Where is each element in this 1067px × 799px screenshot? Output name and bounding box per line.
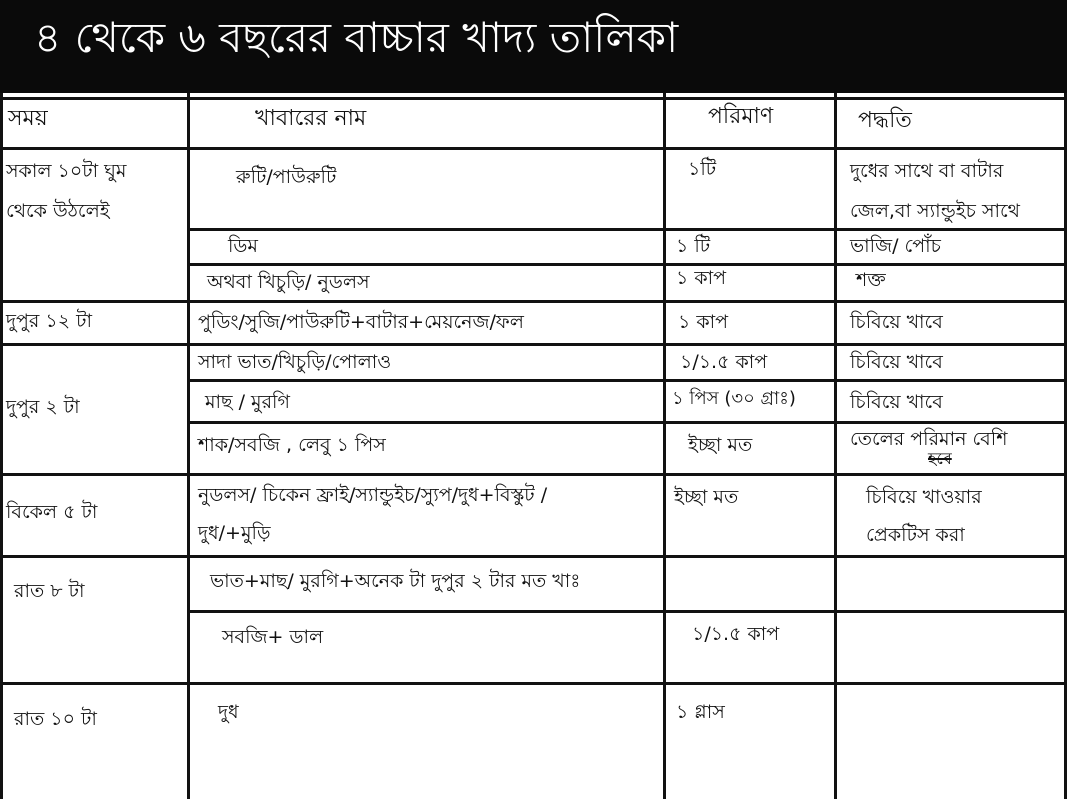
column-divider-time <box>187 93 190 799</box>
time-late-night: রাত ১০ টা <box>14 708 97 730</box>
subrow-divider-3 <box>187 379 1067 382</box>
subrow-divider-4 <box>187 421 1067 424</box>
food-veg-dal: সবজি+ ডাল <box>222 626 324 648</box>
subrow-divider-2 <box>187 263 1067 266</box>
food-egg: ডিম <box>228 235 258 257</box>
row-divider-afternoon <box>0 473 1067 476</box>
column-divider-food <box>663 93 666 799</box>
header-food: খাবারের নাম <box>255 106 367 131</box>
header-row-divider <box>0 147 1067 150</box>
method-khichuri-noodles: শক্ত <box>856 269 886 291</box>
row-divider-noon <box>0 343 1067 346</box>
row-divider-evening <box>0 555 1067 558</box>
food-snacks-line2: দুধ/+মুড়ি <box>198 522 271 544</box>
food-vegetables-lemon: শাক/সবজি , লেবু ১ পিস <box>198 434 386 456</box>
method-vegetables-lemon-line2: হবে <box>928 449 952 468</box>
quantity-khichuri-noodles: ১ কাপ <box>676 267 727 289</box>
time-night: রাত ৮ টা <box>14 580 85 602</box>
quantity-veg-dal: ১/১.৫ কাপ <box>692 623 780 645</box>
food-milk: দুধ <box>218 701 239 723</box>
table-border-left <box>0 93 3 799</box>
method-snacks-line1: চিবিয়ে খাওয়ার <box>866 486 982 508</box>
time-evening: বিকেল ৫ টা <box>6 501 98 523</box>
quantity-bread: ১টি <box>688 158 717 180</box>
food-khichuri-noodles: অথবা খিচুড়ি/ নুডলস <box>207 271 370 293</box>
time-morning-line1: সকাল ১০টা ঘুম <box>6 160 127 182</box>
diet-table <box>0 93 1067 799</box>
method-vegetables-lemon-line1: তেলের পরিমান বেশি <box>850 428 1008 450</box>
header-quantity: পরিমাণ <box>708 104 774 129</box>
quantity-snacks: ইচ্ছা মত <box>674 486 739 508</box>
method-snacks-line2: প্রেকটিস করা <box>866 524 965 546</box>
quantity-pudding: ১ কাপ <box>678 311 729 333</box>
quantity-milk: ১ গ্লাস <box>676 701 725 723</box>
header-method: পদ্ধতি <box>858 108 912 133</box>
food-bread: রুটি/পাউরুটি <box>236 166 337 188</box>
method-pudding: চিবিয়ে খাবে <box>850 311 943 333</box>
column-divider-quantity <box>834 93 837 799</box>
time-morning-line2: থেকে উঠলেই <box>6 200 110 222</box>
row-divider-night <box>0 682 1067 685</box>
quantity-vegetables-lemon: ইচ্ছা মত <box>688 434 753 456</box>
title-bar <box>0 0 1067 93</box>
method-egg: ভাজি/ পোঁচ <box>850 235 941 257</box>
quantity-egg: ১ টি <box>676 235 711 257</box>
method-bread-line1: দুধের সাথে বা বাটার <box>850 160 1004 182</box>
time-afternoon: দুপুর ২ টা <box>6 396 80 418</box>
row-divider-morning <box>0 300 1067 303</box>
time-noon: দুপুর ১২ টা <box>6 310 92 332</box>
method-fish-chicken: চিবিয়ে খাবে <box>850 391 943 413</box>
table-border-top <box>0 97 1067 100</box>
food-fish-chicken: মাছ / মুরগি <box>205 391 290 413</box>
food-pudding: পুডিং/সুজি/পাউরুটি+বাটার+মেয়নেজ/ফল <box>198 311 524 333</box>
quantity-rice: ১/১.৫ কাপ <box>680 351 768 373</box>
food-rice: সাদা ভাত/খিচুড়ি/পোলাও <box>198 351 392 373</box>
method-bread-line2: জেল,বা স্যান্ডুইচ সাথে <box>850 200 1020 222</box>
food-rice-fish: ভাত+মাছ/ মুরগি+অনেক টা দুপুর ২ টার মত খাঃ <box>210 570 581 592</box>
subrow-divider-5 <box>187 610 1067 613</box>
quantity-fish-chicken: ১ পিস (৩০ গ্রাঃ) <box>672 388 796 409</box>
food-snacks-line1: নুডলস/ চিকেন ফ্রাই/স্যান্ডুইচ/স্যুপ/দুধ+বিস্কুট / <box>198 484 548 506</box>
method-rice: চিবিয়ে খাবে <box>850 351 943 373</box>
subrow-divider-1 <box>187 228 1067 231</box>
header-time: সময় <box>8 106 48 131</box>
page-title: ৪ থেকে ৬ বছরের বাচ্চার খাদ্য তালিকা <box>34 13 679 62</box>
